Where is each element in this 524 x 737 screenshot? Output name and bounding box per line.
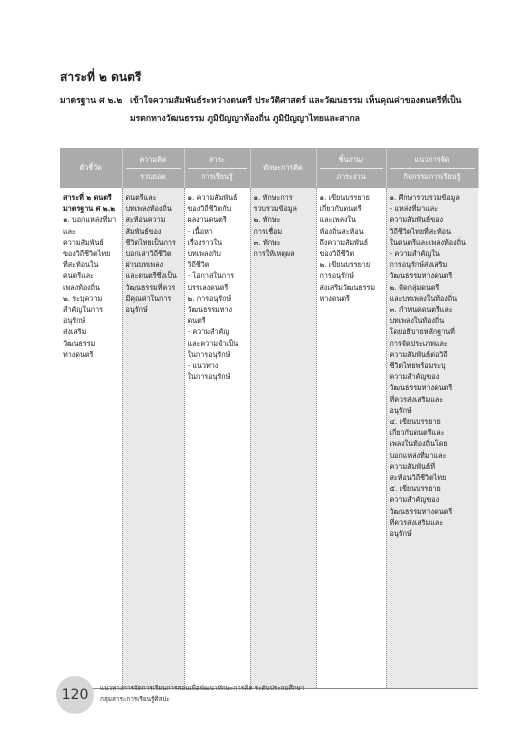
cell-line: ที่ควรส่งเสริมและ (389, 517, 444, 527)
cell-line: สำคัญในการ (63, 305, 104, 315)
cell-line: มาตรฐาน ศ ๒.๒ (63, 204, 115, 214)
table-row (60, 188, 478, 689)
cell-line: ๒. ระบุความ (63, 293, 103, 303)
cell-line: สะท้อนวิถีชีวิตไทย (389, 473, 447, 483)
cell-line: ๑. ความสัมพันธ์ (187, 193, 238, 202)
cell-line: บอกเล่าวิถีชีวิต (125, 249, 172, 259)
cell-line: ในการอนุรักษ์ (187, 349, 231, 359)
cell-line: ท้องถิ่นสะท้อน (319, 226, 364, 236)
cell-line: และ (63, 226, 76, 236)
cell-line: และดนตรีซึ่งเป็น (125, 271, 177, 281)
cell-workpiece (316, 188, 386, 689)
cell-line: ๔. เขียนบรรยาย (389, 417, 441, 427)
header-label: ตัวชี้วัด (79, 163, 102, 173)
cell-line: ถึงความสัมพันธ์ (319, 237, 369, 247)
cell-line: วัฒนธรรมทาง (187, 305, 233, 315)
footer-line-2: กลุ่มสาระการเรียนรู้ศิลปะ (100, 695, 170, 703)
cell-line: ทางดนตรี (319, 293, 350, 303)
cell-line: การจัดประเภทและ (389, 338, 448, 348)
header-label: แนวการจัด (414, 155, 450, 165)
header-label: ทักษะการคิด (263, 163, 303, 173)
cell-line: สาระที่ ๒ ดนตรี (63, 193, 112, 202)
cell-line: ๒. ทักษะ (253, 215, 281, 225)
cell-line: ความสัมพันธ์ (63, 237, 104, 247)
cell-line: การอนุรักษ์ (319, 271, 354, 281)
cell-line: ดนตรีและ (63, 271, 95, 281)
cell-line: ความสัมพันธ์ที่ (389, 461, 436, 471)
cell-line: การเชื่อม (253, 226, 283, 236)
cell-line: รวบรวมข้อมูล (253, 204, 297, 214)
header-activity (386, 148, 478, 188)
cell-line: ของวิถีชีวิตไทย (63, 249, 111, 259)
cell-line: - แนวทาง (187, 361, 219, 371)
cell-line: ความสัมพันธ์ต่อวิถี (389, 349, 448, 359)
cell-line: วิถีชีวิต (187, 260, 210, 270)
header-label: กิจกรรมการเรียนรู้ (390, 168, 475, 182)
cell-line: ของวิถีชีวิต (319, 249, 355, 259)
cell-line: ส่งเสริม (63, 327, 87, 337)
cell-line: บอกแหล่งที่มาและ (389, 450, 447, 460)
cell-line: สะท้อนความ (125, 215, 166, 225)
cell-line: ของวิถีชีวิตกับ (187, 204, 232, 214)
cell-line: อนุรักษ์ (389, 405, 412, 415)
cell-line: มีคุณค่าในการ (125, 293, 172, 303)
cell-line: เรื่องราวใน (187, 237, 222, 247)
cell-line: การให้เหตุผล (253, 249, 295, 259)
cell-line: - ความสำคัญใน (389, 249, 440, 259)
cell-line: เพลงในท้องถิ่นโดย (389, 439, 448, 449)
header-thinking-skill (250, 148, 316, 188)
cell-line: ส่งเสริมวัฒนธรรม (319, 282, 376, 292)
cell-line: ชีวิตไทยเป็นการ (125, 237, 176, 247)
cell-line: บทเพลงในท้องถิ่น (389, 316, 445, 326)
cell-line: วัฒนธรรมทางดนตรี (389, 383, 453, 393)
cell-concept (122, 188, 184, 689)
standard-label: มาตรฐาน ศ ๒.๒ (60, 96, 123, 106)
cell-line: ๕. เขียนบรรยาย (389, 484, 441, 494)
cell-line: ความสำคัญของ (389, 372, 440, 382)
cell-line: วัฒนธรรมทางดนตรี (389, 271, 453, 281)
header-content (184, 148, 250, 188)
cell-line: ในดนตรีและเพลงท้องถิ่น (389, 237, 466, 247)
cell-line: ดนตรี (187, 316, 206, 326)
header-label: รวบยอด (126, 168, 181, 182)
cell-line: ๒. จัดกลุ่มดนตรี (389, 282, 440, 292)
cell-line: ๑. ศึกษารวบรวมข้อมูล (389, 193, 460, 202)
cell-line: ๒. เขียนบรรยาย (319, 260, 371, 270)
header-label: ชิ้นงาน/ (338, 155, 364, 165)
cell-line: โดยอธิบายหลักฐานที่ (389, 327, 455, 337)
strand-heading: สาระที่ ๒ ดนตรี (60, 70, 142, 84)
cell-indicator (60, 188, 122, 689)
cell-line: ๒. การอนุรักษ์ (187, 293, 232, 303)
cell-line: เกี่ยวกับดนตรี (319, 204, 362, 214)
cell-line: - แหล่งที่มาและ (389, 204, 439, 214)
cell-line: เกี่ยวกับดนตรีและ (389, 428, 445, 438)
header-indicator (60, 148, 122, 188)
header-label: การเรียนรู้ (188, 168, 247, 182)
page-number: 120 (56, 676, 94, 714)
header-label: ความคิด (139, 155, 167, 165)
cell-line: และบทเพลงในท้องถิ่น (389, 293, 458, 303)
standard-block (60, 92, 480, 128)
cell-activity (386, 188, 478, 689)
cell-line: การอนุรักษ์ส่งเสริม (389, 260, 448, 270)
cell-line: - โอกาสในการ (187, 271, 235, 281)
cell-line: อนุรักษ์ (125, 305, 148, 315)
cell-line: ทางดนตรี (63, 349, 94, 359)
cell-line: ๑. ทักษะการ (253, 193, 293, 202)
cell-line: ที่ควรส่งเสริมและ (389, 394, 444, 404)
cell-line: - เนื้อหา (187, 226, 213, 236)
cell-line: - ความสำคัญ (187, 327, 230, 337)
cell-line: เพลงท้องถิ่น (63, 282, 100, 292)
cell-line: สัมพันธ์ของ (125, 226, 162, 236)
cell-line: ในการอนุรักษ์ (187, 372, 231, 382)
cell-line: บรรเลงดนตรี (187, 282, 229, 292)
cell-line: วัฒนธรรมทางดนตรี (389, 506, 453, 516)
table-header-row (60, 148, 478, 188)
cell-line: ๑. บอกแหล่งที่มา (63, 215, 117, 225)
header-label: สาระ (208, 155, 226, 165)
footer-text (100, 683, 304, 705)
cell-line: บทเพลงท้องถิ่น (125, 204, 172, 214)
cell-line: และเพลงใน (319, 215, 356, 225)
cell-line: ความสัมพันธ์ของ (389, 215, 444, 225)
cell-line: ชีวิตไทยพร้อมระบุ (389, 361, 446, 371)
standard-text: เข้าใจความสัมพันธ์ระหว่างดนตรี ประวัติศาสตร์ และวัฒนธรรม เห็นคุณค่าของดนตรีที่เป็นมรดกทางวัฒนธรรม ภูมิปัญญาท้องถิ่น ภูมิปัญญาไทยและสากล (130, 96, 462, 124)
cell-line: ความสำคัญของ (389, 495, 440, 505)
cell-line: ที่สะท้อนใน (63, 260, 99, 270)
cell-line: ๓. กำหนดดนตรีและ (389, 305, 453, 315)
cell-line: ๓. ทักษะ (253, 237, 281, 247)
cell-line: ผลงานดนตรี (187, 215, 227, 225)
cell-thinking-skill (250, 188, 316, 689)
cell-line: บทเพลงกับ (187, 249, 221, 259)
cell-line: วิถีชีวิตไทยที่สะท้อน (389, 226, 451, 236)
cell-line: วัฒนธรรม (63, 338, 96, 348)
cell-line: ๑. เขียนบรรยาย (319, 193, 370, 202)
cell-line: และความจำเป็น (187, 338, 239, 348)
cell-content (184, 188, 250, 689)
footer-line-1: แนวทางการจัดการเรียนการสอนเพื่อพัฒนาทักษะการคิด ระดับประถมศึกษา (100, 684, 305, 692)
cell-line: ดนตรีและ (125, 193, 157, 202)
curriculum-table (60, 148, 478, 689)
cell-line: วัฒนธรรมที่ควร (125, 282, 176, 292)
header-label: ภาระงาน (320, 168, 383, 182)
cell-line: ผ่านบทเพลง (125, 260, 164, 270)
header-workpiece (316, 148, 386, 188)
header-concept (122, 148, 184, 188)
cell-line: อนุรักษ์ (389, 529, 412, 539)
cell-line: อนุรักษ์ (63, 316, 86, 326)
